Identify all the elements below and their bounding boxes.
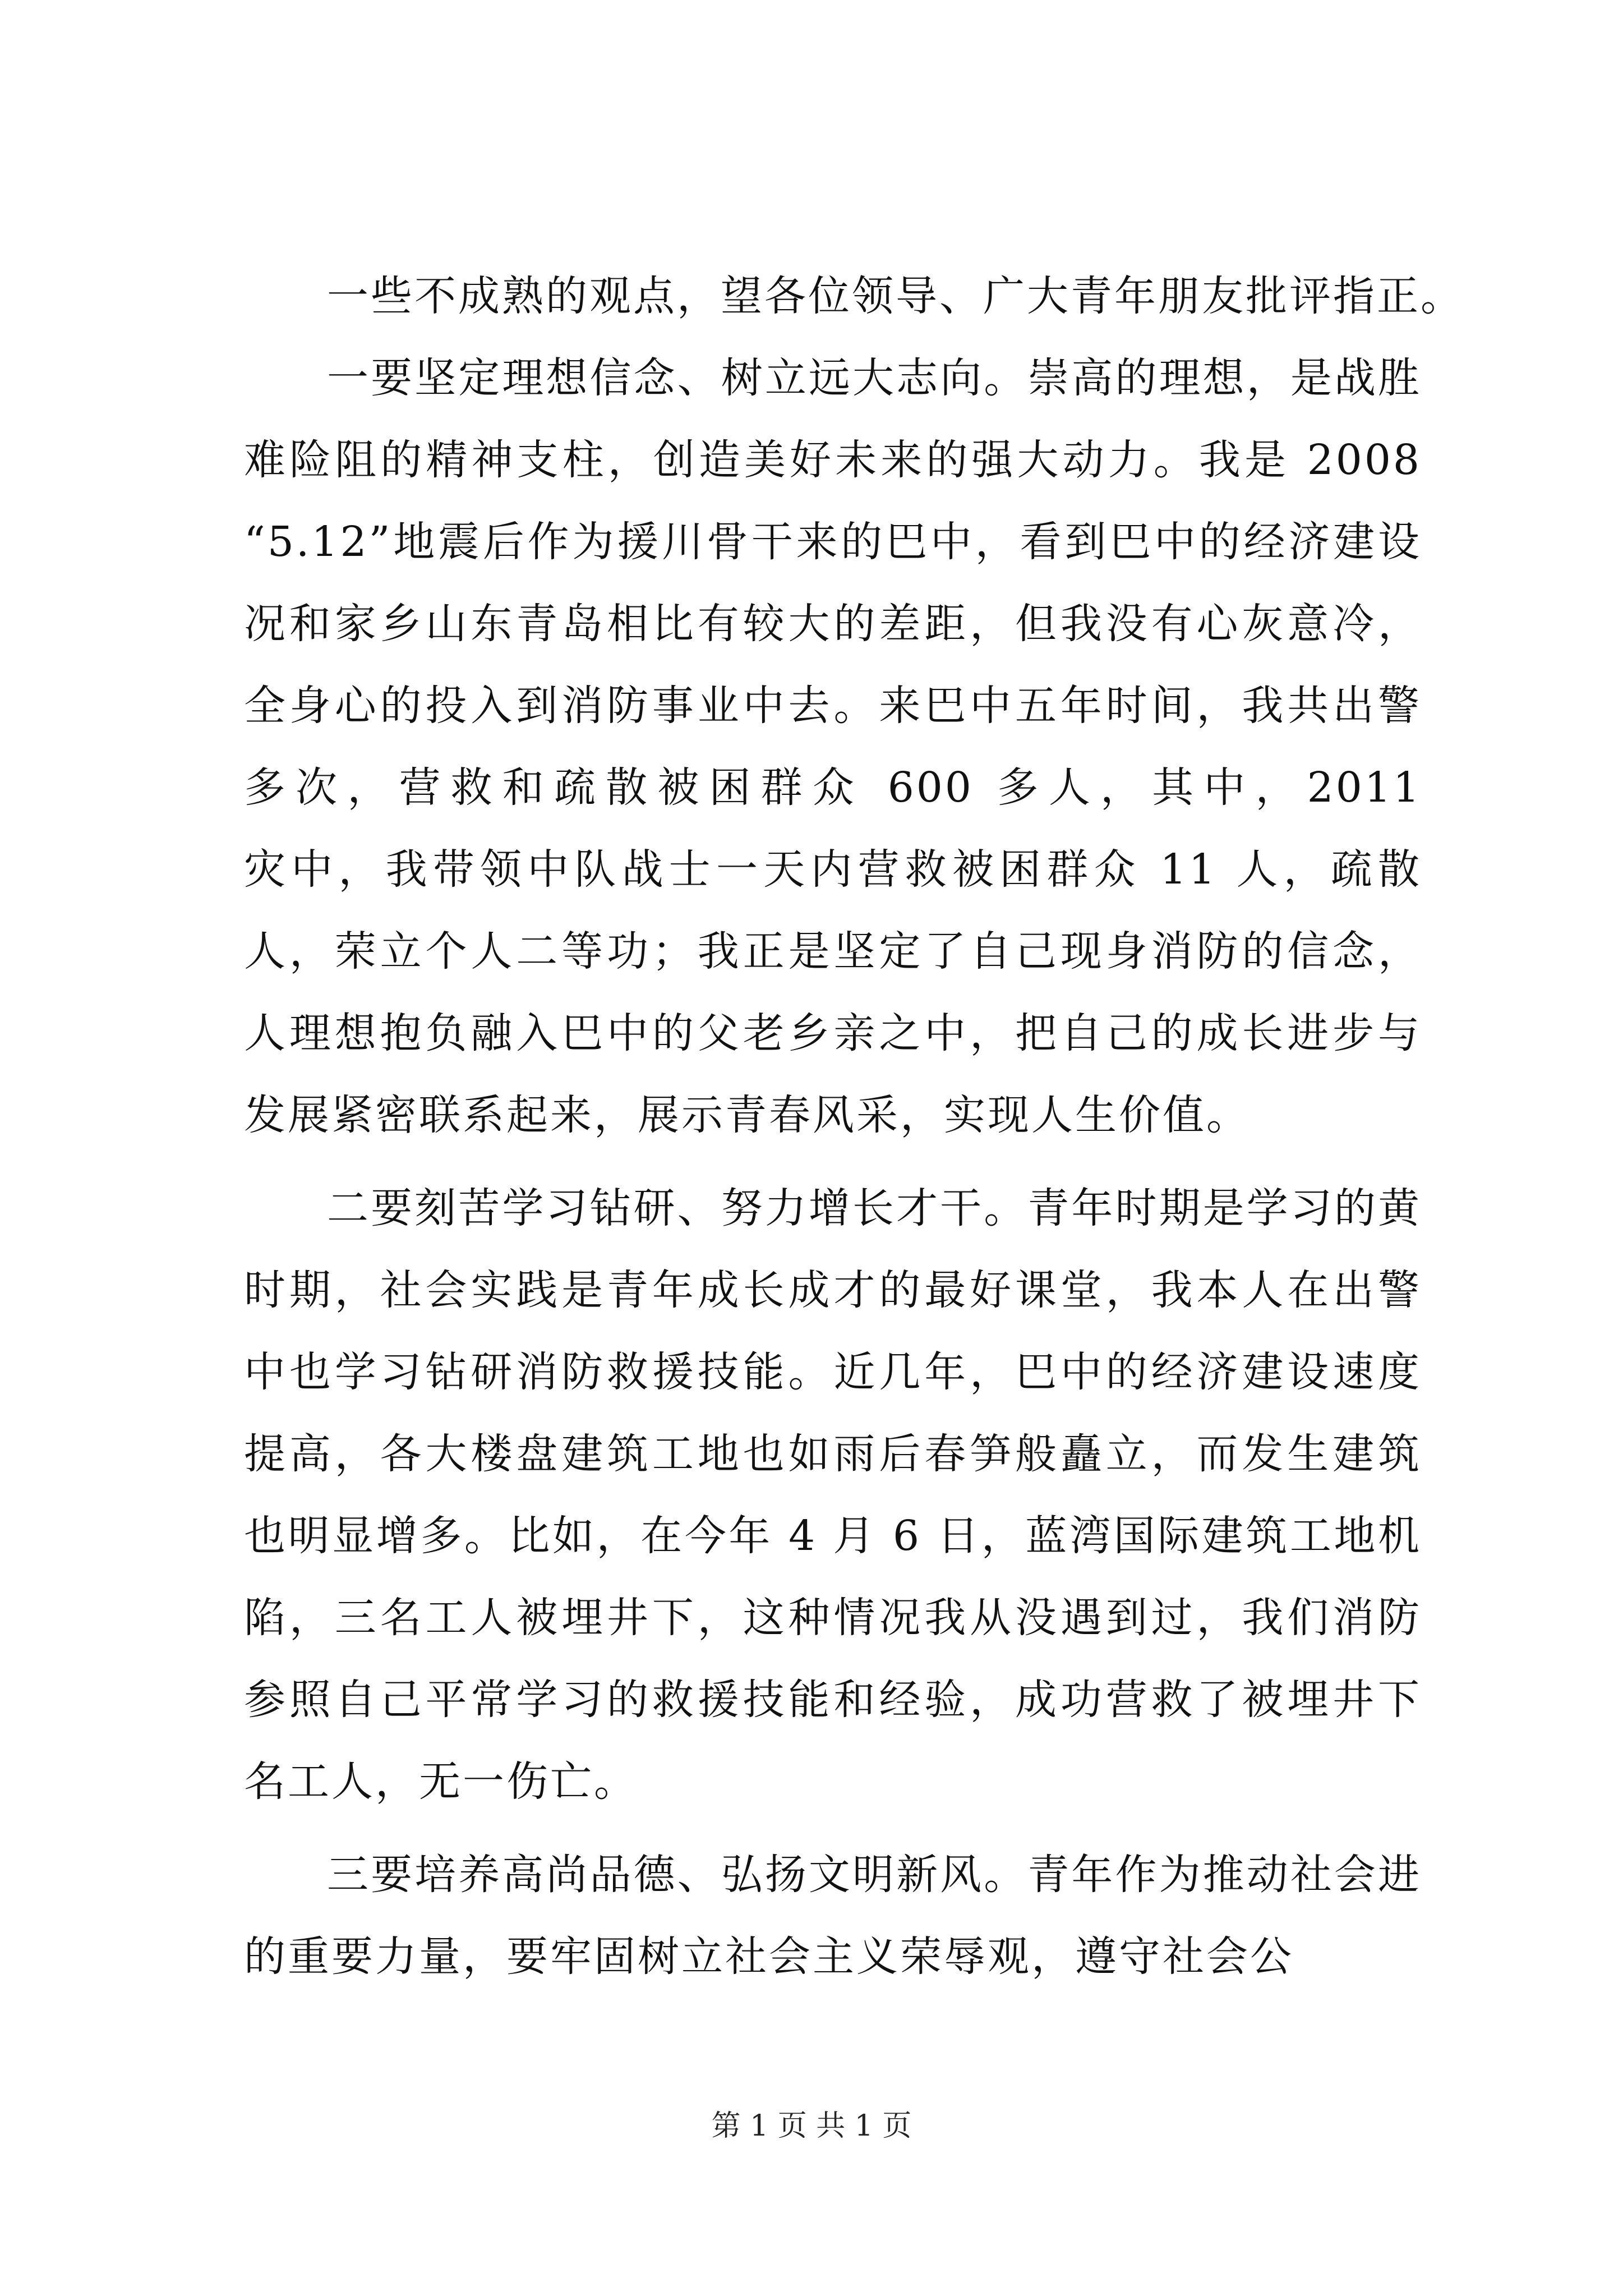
text-line: “5.12”地震后作为援川骨干来的巴中，看到巴中的经济建设 (244, 518, 1422, 566)
text-line: 陷，三名工人被埋井下，这种情况我从没遇到过，我们消防 (244, 1594, 1422, 1642)
paragraph-3-heading-line: 三要培养高尚品德、弘扬文明新风。青年作为推动社会进 (327, 1851, 1422, 1899)
text-line: 况和家乡山东青岛相比有较大的差距，但我没有心灰意冷， (244, 600, 1422, 648)
text-line: 多次，营救和疏散被困群众 600 多人，其中，2011 (244, 763, 1422, 812)
text-line: 全身心的投入到消防事业中去。来巴中五年时间，我共出警 (244, 682, 1422, 730)
paragraph-1-heading-line: 一要坚定理想信念、树立远大志向。崇高的理想，是战胜 (327, 354, 1422, 402)
text-line: 难险阻的精神支柱，创造美好未来的强大动力。我是 2008 (244, 436, 1422, 484)
page-footer: 第 1 页 共 1 页 (711, 2109, 912, 2143)
text-line: 人理想抱负融入巴中的父老乡亲之中，把自己的成长进步与 (244, 1009, 1422, 1057)
text-line: 一些不成熟的观点，望各位领导、广大青年朋友批评指正。 (327, 272, 1464, 320)
text-line: 发展紧密联系起来，展示青春风采，实现人生价值。 (244, 1091, 1250, 1139)
text-line: 中也学习钻研消防救援技能。近几年，巴中的经济建设速度 (244, 1348, 1422, 1396)
paragraph-2-heading-line: 二要刻苦学习钻研、努力增长才干。青年时期是学习的黄 (327, 1184, 1422, 1232)
text-line: 参照自己平常学习的救援技能和经验，成功营救了被埋井下 (244, 1676, 1422, 1724)
text-line: 的重要力量，要牢固树立社会主义荣辱观，遵守社会公 (244, 1932, 1294, 1981)
document-body (244, 255, 1464, 1998)
text-line: 灾中，我带领中队战士一天内营救被困群众 11 人，疏散 (244, 845, 1422, 894)
text-line: 时期，社会实践是青年成长成才的最好课堂，我本人在出警 (244, 1266, 1422, 1314)
text-line: 名工人，无一伤亡。 (244, 1757, 638, 1806)
text-line: 提高，各大楼盘建筑工地也如雨后春笋般矗立，而发生建筑 (244, 1430, 1422, 1478)
text-line: 人，荣立个人二等功；我正是坚定了自己现身消防的信念， (244, 927, 1422, 976)
text-line: 也明显增多。比如，在今年 4 月 6 日，蓝湾国际建筑工地机 (244, 1512, 1422, 1560)
